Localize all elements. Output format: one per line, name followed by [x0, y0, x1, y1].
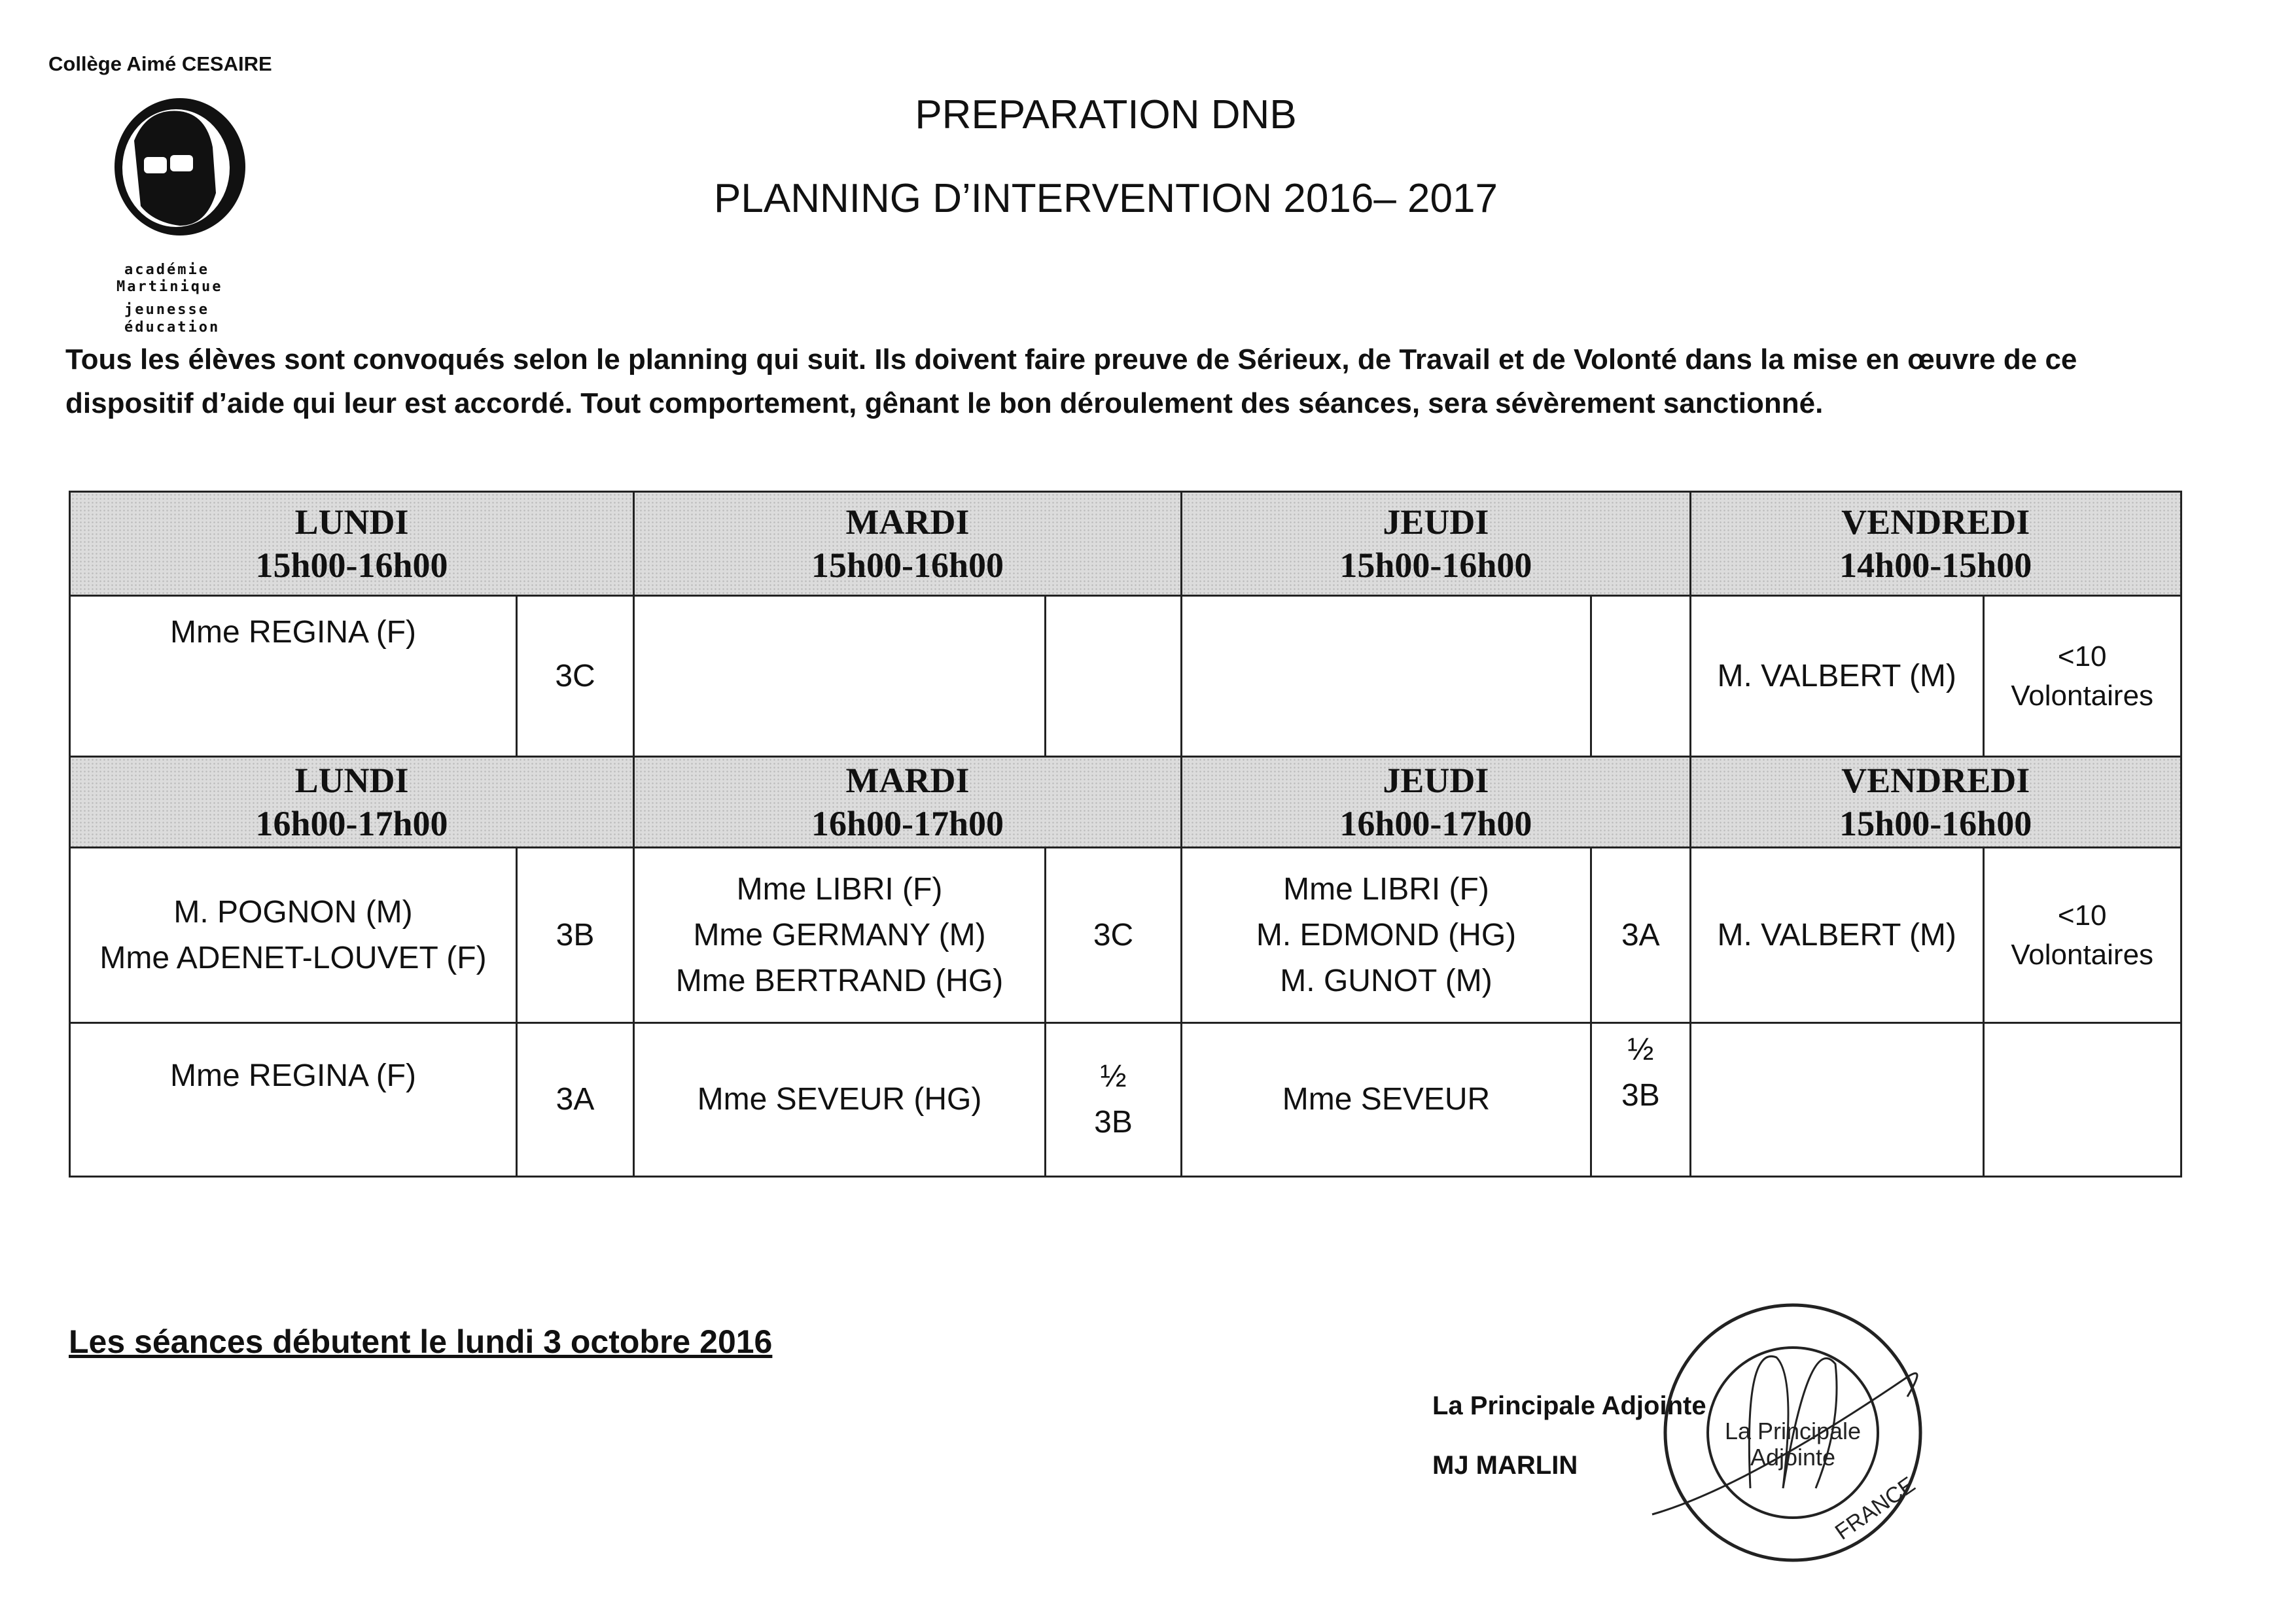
teachers-cell: M. VALBERT (M) — [1690, 596, 1983, 757]
teacher-name: Mme LIBRI (F) — [1283, 871, 1489, 907]
document-title: PREPARATION DNB — [915, 92, 1297, 137]
schedule-table — [69, 491, 2182, 1178]
teacher-name: Mme GERMANY (M) — [693, 917, 986, 952]
class-cell: 3A — [517, 1023, 634, 1177]
document-subtitle: PLANNING D’INTERVENTION 2016– 2017 — [714, 176, 1498, 221]
college-name: Collège Aimé CESAIRE — [48, 52, 272, 75]
table-row — [70, 596, 2181, 757]
time-label: 15h00-16h00 — [811, 546, 1004, 585]
table-row — [70, 848, 2181, 1023]
svg-text:La Principale: La Principale — [1724, 1418, 1862, 1444]
logo-text-education: éducation — [124, 319, 221, 336]
header-lundi — [70, 757, 634, 848]
teachers-cell — [634, 848, 1046, 1023]
official-stamp-with-signature — [1646, 1292, 1934, 1580]
teachers-cell — [1182, 848, 1591, 1023]
teacher-name: Mme LIBRI (F) — [736, 871, 943, 907]
teacher-name: Mme ADENET-LOUVET (F) — [99, 940, 487, 975]
start-notice: Les séances débutent le lundi 3 octobre 2016 — [69, 1323, 773, 1360]
svg-text:Adjointe: Adjointe — [1750, 1444, 1836, 1471]
teachers-cell — [634, 596, 1046, 757]
time-label: 16h00-17h00 — [811, 804, 1004, 843]
header-jeudi — [1182, 757, 1691, 848]
teachers-cell: M. VALBERT (M) — [1690, 848, 1983, 1023]
class-cell: <10 Volontaires — [1983, 596, 2181, 757]
time-label: 15h00-16h00 — [1339, 546, 1532, 585]
teachers-cell — [1182, 596, 1591, 757]
header-row — [70, 492, 2181, 596]
header-row — [70, 757, 2181, 848]
logo-text-martinique: Martinique — [116, 279, 223, 295]
header-mardi — [634, 492, 1182, 596]
day-label: LUNDI — [294, 761, 409, 800]
teacher-name: Mme BERTRAND (HG) — [675, 963, 1004, 998]
teacher-name: M. GUNOT (M) — [1280, 963, 1492, 998]
header-lundi — [70, 492, 634, 596]
logo-text-academie: académie — [124, 262, 209, 278]
svg-text:FRANCE: FRANCE — [1830, 1472, 1920, 1545]
time-label: 15h00-16h00 — [255, 546, 448, 585]
day-label: VENDREDI — [1841, 761, 2030, 800]
time-label: 16h00-17h00 — [1339, 804, 1532, 843]
class-cell: 3C — [1046, 848, 1182, 1023]
day-label: MARDI — [845, 502, 970, 542]
class-cell: ½ 3B — [1591, 1023, 1691, 1177]
teachers-cell — [1690, 1023, 1983, 1177]
signatory-name: MJ MARLIN — [1432, 1451, 1578, 1480]
teachers-cell: Mme SEVEUR — [1182, 1023, 1591, 1177]
teacher-name: M. POGNON (M) — [173, 894, 413, 930]
header-jeudi — [1182, 492, 1691, 596]
day-label: LUNDI — [294, 502, 409, 542]
class-cell: <10 Volontaires — [1983, 848, 2181, 1023]
class-cell — [1046, 596, 1182, 757]
teachers-cell: Mme SEVEUR (HG) — [634, 1023, 1046, 1177]
class-cell: 3A — [1591, 848, 1691, 1023]
class-cell: 3C — [517, 596, 634, 757]
header-vendredi — [1690, 492, 2181, 596]
intro-paragraph: Tous les élèves sont convoqués selon le planning qui suit. Ils doivent faire preuve de Sérieux, de Travail et de Volonté dans la mise en œuvre de ce dispositif d’aide qui leur est accordé. Tout comportement, gênant le bon déroulement des séances, sera sévèrement sanctionné. — [65, 343, 2077, 419]
header-mardi — [634, 757, 1182, 848]
day-label: MARDI — [845, 761, 970, 800]
logo-text-jeunesse: jeunesse — [124, 302, 209, 318]
header-vendredi — [1690, 757, 2181, 848]
class-cell: 3B — [517, 848, 634, 1023]
class-cell — [1591, 596, 1691, 757]
teachers-cell — [70, 848, 517, 1023]
day-label: JEUDI — [1383, 761, 1489, 800]
class-cell: ½ 3B — [1046, 1023, 1182, 1177]
day-label: VENDREDI — [1841, 502, 2030, 542]
day-label: JEUDI — [1383, 502, 1489, 542]
time-label: 16h00-17h00 — [255, 804, 448, 843]
teacher-name: M. EDMOND (HG) — [1256, 917, 1517, 952]
teachers-cell: Mme REGINA (F) — [70, 596, 517, 757]
signatory-role: La Principale Adjointe — [1432, 1391, 1706, 1420]
table-row — [70, 1023, 2181, 1177]
time-label: 15h00-16h00 — [1839, 804, 2032, 843]
class-cell — [1983, 1023, 2181, 1177]
teachers-cell: Mme REGINA (F) — [70, 1023, 517, 1177]
time-label: 14h00-15h00 — [1839, 546, 2032, 585]
